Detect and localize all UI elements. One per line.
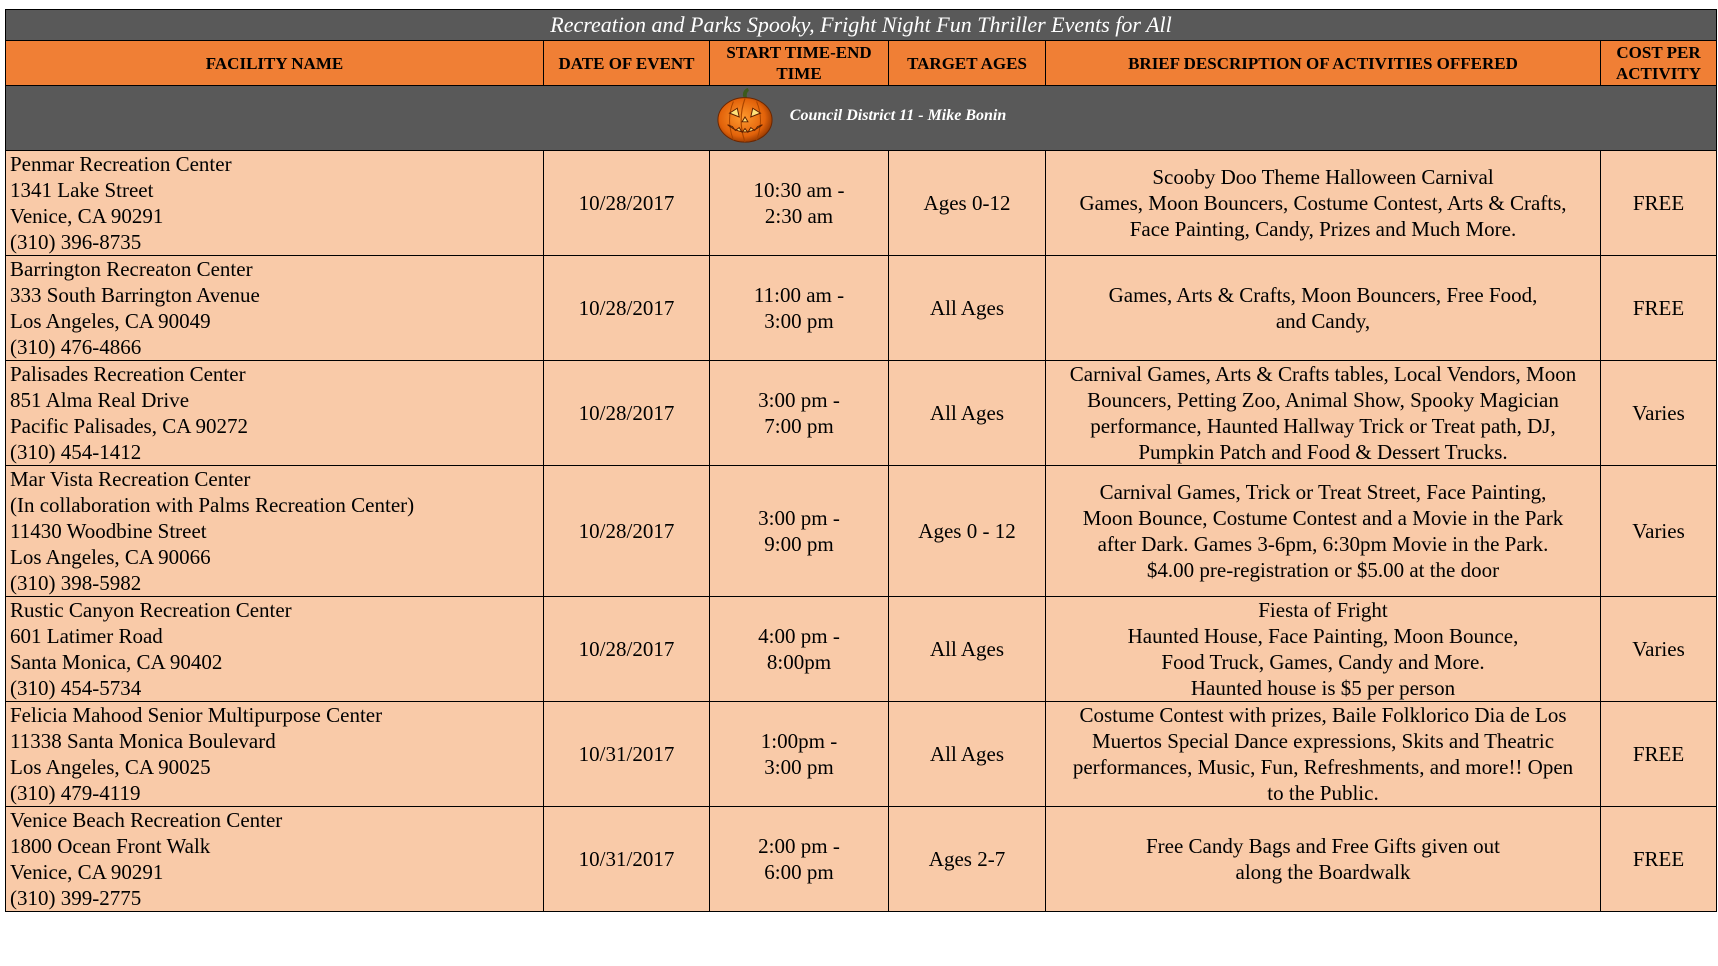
description-cell — [1046, 151, 1601, 256]
facility-line: 333 South Barrington Avenue — [10, 283, 260, 307]
time-line: 7:00 pm — [764, 414, 834, 438]
events-table — [5, 9, 1717, 912]
description-line: Costume Contest with prizes, Baile Folklorico Dia de Los — [1079, 703, 1567, 727]
facility-line: 851 Alma Real Drive — [10, 388, 190, 412]
description-line: Food Truck, Games, Candy and More. — [1161, 650, 1485, 674]
ages-cell: All Ages — [889, 361, 1046, 466]
date-cell: 10/28/2017 — [544, 151, 710, 256]
time-line: 3:00 pm — [764, 309, 834, 333]
facility-line: Mar Vista Recreation Center — [10, 467, 251, 491]
description-line: Pumpkin Patch and Food & Dessert Trucks. — [1138, 440, 1508, 464]
description-line: Moon Bounce, Costume Contest and a Movie in the Park — [1082, 506, 1564, 530]
description-cell — [1046, 466, 1601, 597]
facility-line: (310) 454-1412 — [10, 440, 142, 464]
description-cell — [1046, 256, 1601, 361]
header-facility-name: FACILITY NAME — [6, 41, 544, 86]
description-line: Fiesta of Fright — [1258, 598, 1388, 622]
header-description: BRIEF DESCRIPTION OF ACTIVITIES OFFERED — [1046, 41, 1601, 86]
description-line: Games, Arts & Crafts, Moon Bouncers, Free Food, — [1108, 283, 1538, 307]
description-line: along the Boardwalk — [1235, 860, 1411, 884]
description-line: Bouncers, Petting Zoo, Animal Show, Spooky Magician — [1087, 388, 1559, 412]
time-cell — [710, 597, 889, 702]
district-cell — [6, 86, 1717, 151]
district-banner — [716, 87, 1006, 145]
facility-cell — [6, 702, 544, 807]
description-cell — [1046, 807, 1601, 912]
cost-cell: FREE — [1601, 151, 1717, 256]
ages-cell: Ages 2-7 — [889, 807, 1046, 912]
ages-cell: All Ages — [889, 256, 1046, 361]
description-line: $4.00 pre-registration or $5.00 at the door — [1146, 558, 1500, 582]
description-line: to the Public. — [1267, 781, 1379, 805]
time-line: 2:00 pm - — [758, 834, 840, 858]
date-cell: 10/28/2017 — [544, 597, 710, 702]
description-line: Muertos Special Dance expressions, Skits and Theatric — [1091, 729, 1555, 753]
facility-line: Barrington Recreaton Center — [10, 257, 253, 281]
table-title: Recreation and Parks Spooky, Fright Night Fun Thriller Events for All — [6, 10, 1717, 41]
ages-cell: Ages 0 - 12 — [889, 466, 1046, 597]
time-cell — [710, 702, 889, 807]
cost-cell: Varies — [1601, 361, 1717, 466]
ages-cell: All Ages — [889, 702, 1046, 807]
time-line: 9:00 pm — [764, 532, 834, 556]
time-line: 2:30 am — [764, 204, 834, 228]
facility-line: Rustic Canyon Recreation Center — [10, 598, 292, 622]
description-line: Games, Moon Bouncers, Costume Contest, Arts & Crafts, — [1079, 191, 1567, 215]
description-line: Face Painting, Candy, Prizes and Much More. — [1129, 217, 1517, 241]
facility-line: Palisades Recreation Center — [10, 362, 246, 386]
description-cell — [1046, 597, 1601, 702]
time-cell — [710, 151, 889, 256]
facility-line: (310) 479-4119 — [10, 781, 141, 805]
facility-line: Los Angeles, CA 90049 — [10, 309, 211, 333]
cost-cell: Varies — [1601, 466, 1717, 597]
cost-cell: FREE — [1601, 807, 1717, 912]
time-cell — [710, 256, 889, 361]
description-line: Carnival Games, Arts & Crafts tables, Local Vendors, Moon — [1069, 362, 1577, 386]
date-cell: 10/28/2017 — [544, 256, 710, 361]
table-row — [6, 256, 1717, 361]
header-time-line: START TIME-END — [726, 43, 872, 62]
facility-line: (310) 476-4866 — [10, 335, 142, 359]
header-date-of-event: DATE OF EVENT — [544, 41, 710, 86]
header-target-ages: TARGET AGES — [889, 41, 1046, 86]
header-cost-line: ACTIVITY — [1616, 64, 1702, 83]
time-cell — [710, 466, 889, 597]
table-row — [6, 466, 1717, 597]
ages-cell: All Ages — [889, 597, 1046, 702]
time-line: 10:30 am - — [753, 178, 845, 202]
description-cell — [1046, 361, 1601, 466]
facility-line: Santa Monica, CA 90402 — [10, 650, 223, 674]
facility-line: (In collaboration with Palms Recreation Center) — [10, 493, 415, 517]
description-line: Scooby Doo Theme Halloween Carnival — [1152, 165, 1494, 189]
header-start-end-time — [710, 41, 889, 86]
time-line: 8:00pm — [766, 650, 832, 674]
description-line: Haunted house is $5 per person — [1190, 676, 1456, 700]
facility-line: 11430 Woodbine Street — [10, 519, 207, 543]
facility-cell — [6, 361, 544, 466]
district-row — [6, 86, 1717, 151]
cost-cell: Varies — [1601, 597, 1717, 702]
date-cell: 10/28/2017 — [544, 466, 710, 597]
facility-line: 601 Latimer Road — [10, 624, 163, 648]
description-line: performances, Music, Fun, Refreshments, and more!! Open — [1072, 755, 1574, 779]
header-cost-line: COST PER — [1616, 43, 1701, 62]
description-line: Carnival Games, Trick or Treat Street, Face Painting, — [1099, 480, 1547, 504]
time-line: 11:00 am - — [753, 283, 845, 307]
table-row — [6, 361, 1717, 466]
header-cost-per-activity — [1601, 41, 1717, 86]
facility-cell — [6, 597, 544, 702]
header-time-line: TIME — [776, 64, 822, 83]
ages-cell: Ages 0-12 — [889, 151, 1046, 256]
facility-line: Penmar Recreation Center — [10, 152, 232, 176]
table-row — [6, 807, 1717, 912]
facility-line: 1341 Lake Street — [10, 178, 154, 202]
time-line: 6:00 pm — [764, 860, 834, 884]
time-line: 4:00 pm - — [758, 624, 840, 648]
facility-line: (310) 396-8735 — [10, 230, 142, 254]
facility-line: Los Angeles, CA 90025 — [10, 755, 211, 779]
facility-line: Venice, CA 90291 — [10, 860, 164, 884]
pumpkin-icon — [716, 87, 774, 145]
cost-cell: FREE — [1601, 256, 1717, 361]
time-line: 3:00 pm - — [758, 506, 840, 530]
rows-body — [6, 151, 1717, 912]
header-row — [6, 41, 1717, 86]
district-label: Council District 11 - Mike Bonin — [789, 106, 1007, 124]
facility-cell — [6, 807, 544, 912]
facility-cell — [6, 151, 544, 256]
time-cell — [710, 361, 889, 466]
facility-cell — [6, 256, 544, 361]
description-line: after Dark. Games 3-6pm, 6:30pm Movie in the Park. — [1097, 532, 1549, 556]
facility-line: 1800 Ocean Front Walk — [10, 834, 211, 858]
facility-line: Pacific Palisades, CA 90272 — [10, 414, 248, 438]
table-row — [6, 597, 1717, 702]
facility-line: Los Angeles, CA 90066 — [10, 545, 211, 569]
date-cell: 10/28/2017 — [544, 361, 710, 466]
description-line: Free Candy Bags and Free Gifts given out — [1145, 834, 1501, 858]
facility-line: 11338 Santa Monica Boulevard — [10, 729, 276, 753]
date-cell: 10/31/2017 — [544, 807, 710, 912]
time-line: 3:00 pm - — [758, 388, 840, 412]
time-line: 1:00pm - — [760, 729, 838, 753]
description-cell — [1046, 702, 1601, 807]
table-row — [6, 702, 1717, 807]
facility-line: Venice Beach Recreation Center — [10, 808, 283, 832]
table-row — [6, 151, 1717, 256]
facility-line: (310) 454-5734 — [10, 676, 142, 700]
time-cell — [710, 807, 889, 912]
facility-line: (310) 399-2775 — [10, 886, 142, 910]
description-line: Haunted House, Face Painting, Moon Bounce, — [1127, 624, 1519, 648]
description-line: and Candy, — [1275, 309, 1371, 333]
description-line: performance, Haunted Hallway Trick or Treat path, DJ, — [1090, 414, 1556, 438]
date-cell: 10/31/2017 — [544, 702, 710, 807]
facility-cell — [6, 466, 544, 597]
time-line: 3:00 pm — [764, 755, 834, 779]
cost-cell: FREE — [1601, 702, 1717, 807]
facility-line: (310) 398-5982 — [10, 571, 142, 595]
facility-line: Felicia Mahood Senior Multipurpose Center — [10, 703, 383, 727]
facility-line: Venice, CA 90291 — [10, 204, 164, 228]
